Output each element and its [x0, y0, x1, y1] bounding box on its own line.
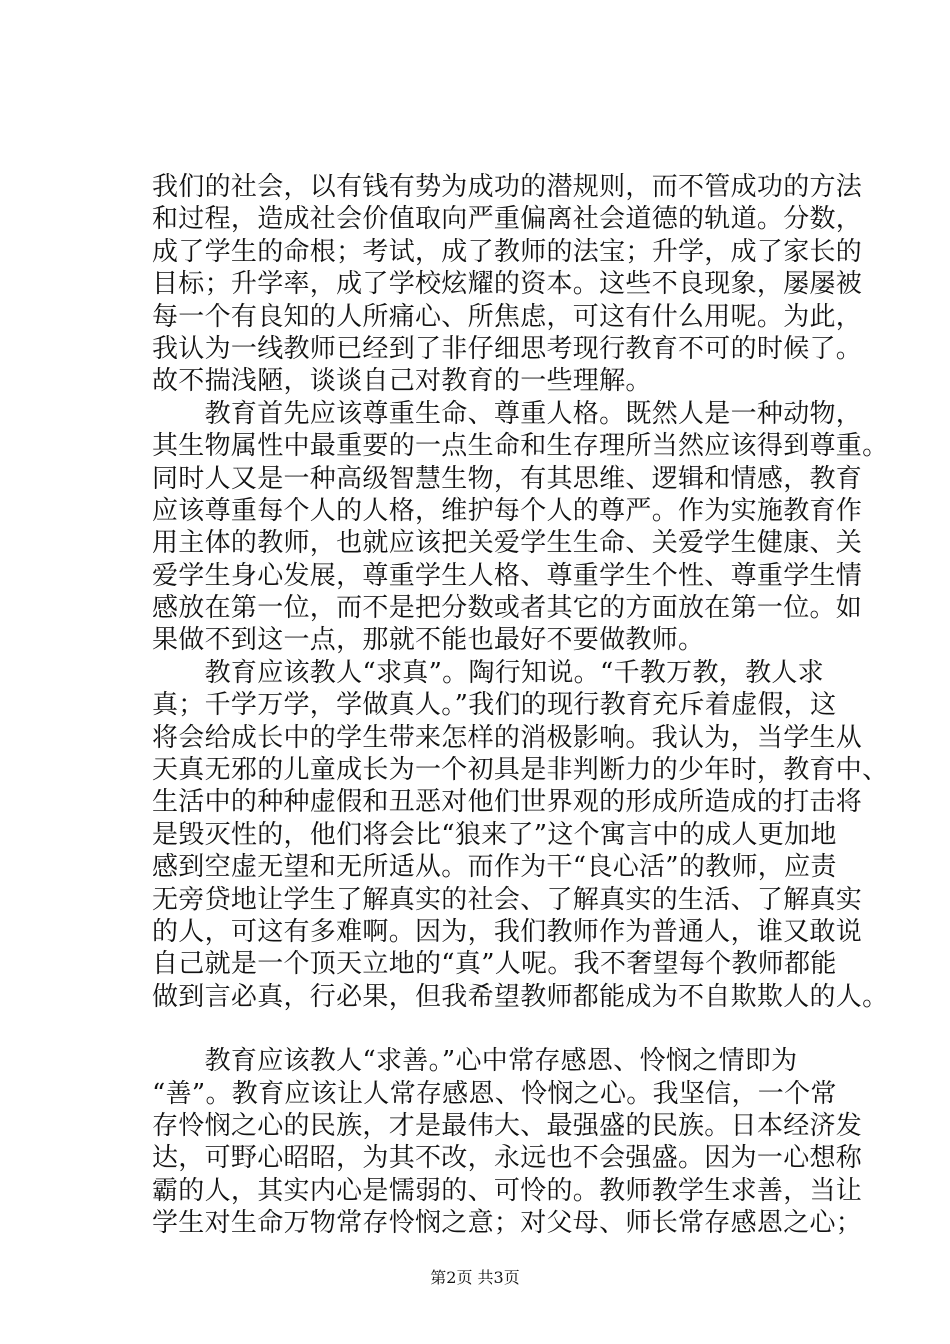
text-line: 教育应该教人“求善。”心中常存感恩、怜悯之情即为	[152, 1046, 798, 1077]
text-line: 和过程，造成社会价值取向严重偏离社会道德的轨道。分数，	[152, 204, 863, 235]
paragraph-gap	[152, 1013, 852, 1045]
text-line: 成了学生的命根；考试，成了教师的法宝；升学，成了家长的	[152, 236, 863, 267]
text-line: 目标；升学率，成了学校炫耀的资本。这些不良现象，屡屡被	[152, 269, 863, 300]
text-line: 应该尊重每个人的人格，维护每个人的尊严。作为实施教育作	[152, 495, 863, 526]
text-line: 天真无邪的儿童成长为一个初具是非判断力的少年时，教育中、	[152, 755, 889, 786]
text-line: 爱学生身心发展，尊重学生人格、尊重学生个性、尊重学生情	[152, 560, 863, 591]
text-line: 用主体的教师，也就应该把关爱学生生命、关爱学生健康、关	[152, 528, 863, 559]
text-line: 的人，可这有多难啊。因为，我们教师作为普通人，谁又敢说	[152, 916, 863, 947]
text-line: 存怜悯之心的民族，才是最伟大、最强盛的民族。日本经济发	[152, 1110, 863, 1141]
text-line: 教育应该教人“求真”。陶行知说。“千教万教，教人求	[152, 657, 824, 688]
text-line: 无旁贷地让学生了解真实的社会、了解真实的生活、了解真实	[152, 884, 863, 915]
text-line: “善”。教育应该让人常存感恩、怜悯之心。我坚信，一个常	[152, 1078, 837, 1109]
text-line: 同时人又是一种高级智慧生物，有其思维、逻辑和情感，教育	[152, 463, 863, 494]
text-line: 我们的社会，以有钱有势为成功的潜规则，而不管成功的方法	[152, 172, 863, 202]
text-line: 学生对生命万物常存怜悯之意；对父母、师长常存感恩之心；	[152, 1208, 863, 1239]
text-line: 生活中的种种虚假和丑恶对他们世界观的形成所造成的打击将	[152, 787, 863, 818]
text-line: 教育首先应该尊重生命、尊重人格。既然人是一种动物，	[152, 398, 863, 429]
text-line: 果做不到这一点，那就不能也最好不要做教师。	[152, 625, 705, 656]
text-line: 是毁灭性的，他们将会比“狼来了”这个寓言中的成人更加地	[152, 819, 837, 850]
page-number-footer: 第2页 共3页	[430, 1268, 520, 1287]
text-line: 故不揣浅陋，谈谈自己对教育的一些理解。	[152, 366, 652, 397]
text-line: 自己就是一个顶天立地的“真”人呢。我不奢望每个教师都能	[152, 949, 837, 980]
text-line: 感放在第一位，而不是把分数或者其它的方面放在第一位。如	[152, 593, 863, 624]
text-line: 每一个有良知的人所痛心、所焦虑，可这有什么用呢。为此，	[152, 301, 863, 332]
text-line: 真；千学万学，学做真人。”我们的现行教育充斥着虚假，这	[152, 690, 837, 721]
text-line: 霸的人，其实内心是懦弱的、可怜的。教师教学生求善，当让	[152, 1175, 863, 1206]
text-line: 达，可野心昭昭，为其不改，永远也不会强盛。因为一心想称	[152, 1143, 863, 1174]
body-text	[152, 171, 889, 1240]
text-line: 我认为一线教师已经到了非仔细思考现行教育不可的时候了。	[152, 333, 863, 364]
text-line: 感到空虚无望和无所适从。而作为干“良心活”的教师，应责	[152, 852, 837, 883]
text-line: 其生物属性中最重要的一点生命和生存理所当然应该得到尊重。	[152, 431, 889, 462]
text-line: 做到言必真，行必果，但我希望教师都能成为不自欺欺人的人。	[152, 981, 889, 1012]
text-line: 将会给成长中的学生带来怎样的消极影响。我认为，当学生从	[152, 722, 863, 753]
